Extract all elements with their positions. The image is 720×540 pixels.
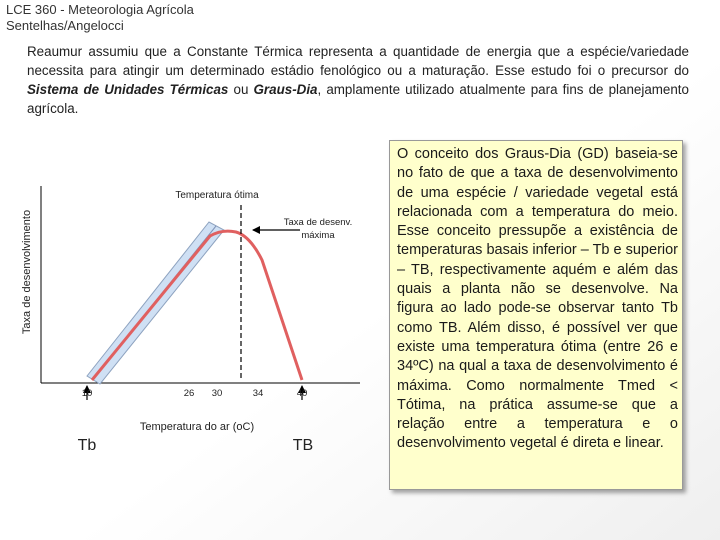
intro-text-2: ou [228,82,254,97]
tick-label: 26 [183,388,195,399]
graus-dia-info-box [389,140,683,490]
development-rate-curve [92,231,302,380]
intro-emph-sut: Sistema de Unidades Térmicas [27,82,229,97]
intro-text-1: Reaumur assumiu que a Constante Térmica representa a quantidade de energia que a espécie/variedade necessita para atingir um determinado estádio fenológico ou a maturação. Esse estudo foi o precursor do [27,44,689,78]
y-axis-label: Taxa de desenvolvimento [21,209,33,335]
tick-label: 30 [211,388,223,399]
intro-text-3: , amplamente utilizado atualmente para fins de planejamento agrícola. [27,82,689,116]
tick-label: 34 [252,388,264,399]
max-rate-annotation-1: Taxa de desenv. [283,217,353,228]
tick-label: 10 [81,388,93,399]
x-axis-label: Temperatura do ar (oC) [139,421,255,433]
tick-label: 40 [296,388,308,399]
max-rate-annotation-2: máxima [301,230,335,241]
authors: Sentelhas/Angelocci [6,18,124,33]
TB-label: TB [292,437,314,454]
optimal-temp-annotation: Temperatura ótima [175,190,259,201]
course-title: LCE 360 - Meteorologia Agrícola [6,2,194,17]
tb-label: Tb [77,437,97,454]
intro-emph-graus-dia: Graus-Dia [253,82,318,97]
info-text: O conceito dos Graus-Dia (GD) baseia-se no fato de que a taxa de desenvolvimento de uma espécie / variedade vegetal está relacionada com a temperatura do meio. Esse conceito pressupõe a existência de temperaturas basais inferior – Tb e superior – TB, respectivamente aquém e além das quais a planta não se desenvolve. Na figura ao lado pode-se observar tanto Tb como TB. Além disso, é possível ver que existe uma temperatura ótima (entre 26 e 34ºC) na qual a taxa de desenvolvimento é máxima. Como normalmente Tmed < Tótima, na prática assume-se que a relação entre a temperatura e o desenvolvimento vegetal é direta e linear. [397,146,679,452]
